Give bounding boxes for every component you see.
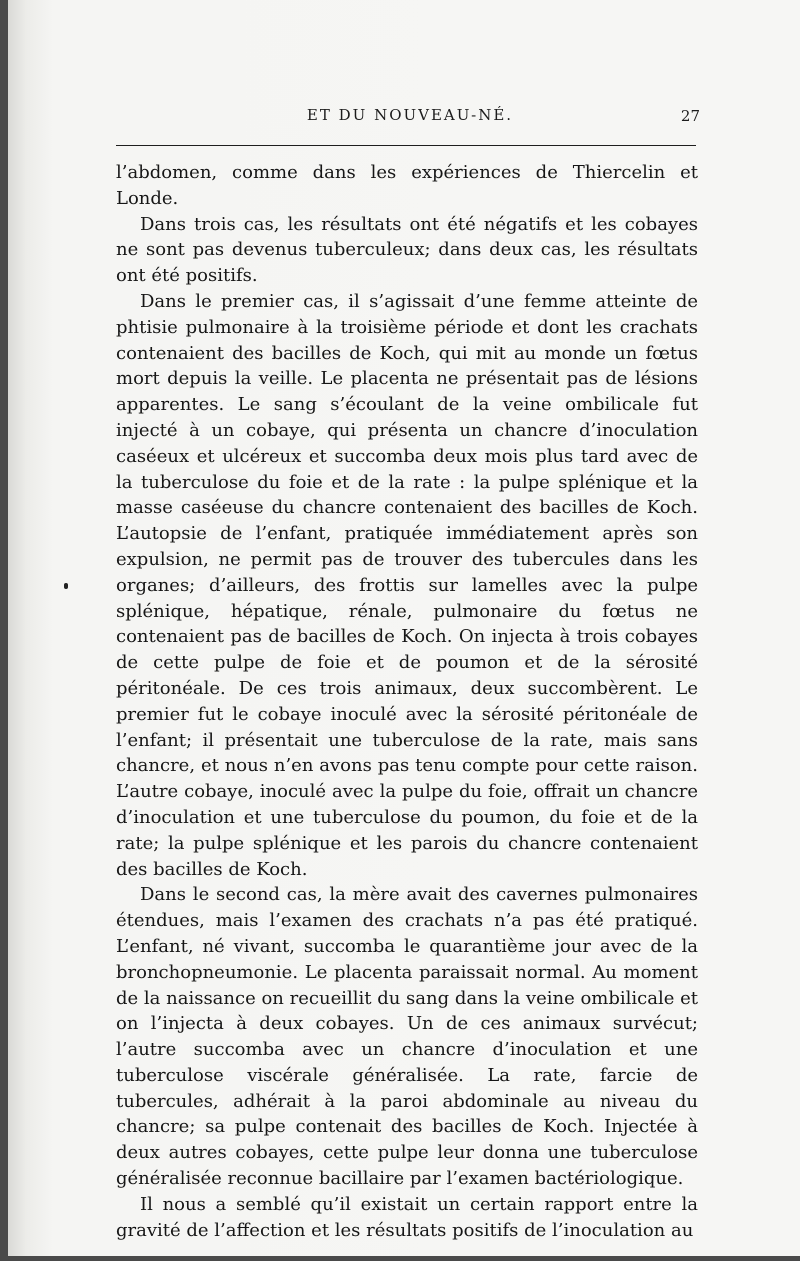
page-header xyxy=(116,104,704,128)
paragraph-first-case: Dans le premier cas, il s’agissait d’une femme atteinte de phtisie pulmonaire à la troisième période et dont les crachats contenaient des bacilles de Koch, qui mit au monde un fœtus mort depuis la veille. Le placenta ne présentait pas de lésions apparentes. Le sang s’écoulant de la veine ombilicale fut injecté à un cobaye, qui présenta un chancre d’inoculation caséeux et ulcéreux et succomba deux mois plus tard avec de la tuberculose du foie et de la rate : la pulpe splénique et la masse caséeuse du chancre contenaient des bacilles de Koch. L’autopsie de l’enfant, pratiquée immédiatement après son expulsion, ne permit pas de trouver des tubercules dans les organes; d’ailleurs, des frottis sur lamelles avec la pulpe splénique, hépatique, rénale, pulmonaire du fœtus ne contenaient pas de bacilles de Koch. On injecta à trois cobayes de cette pulpe de foie et de poumon et de la sérosité péritonéale. De ces trois animaux, deux succombèrent. Le premier fut le cobaye inoculé avec la sérosité péritonéale de l’enfant; il présentait une tuberculose de la rate, mais sans chancre, et nous n’en avons pas tenu compte pour cette raison. L’autre cobaye, inoculé avec la pulpe du foie, offrait un chancre d’inoculation et une tuberculose du poumon, du foie et de la rate; la pulpe splénique et les parois du chancre contenaient des bacilles de Koch. xyxy=(116,290,698,880)
paragraph-conclusion: Il nous a semblé qu’il existait un certain rapport entre la gravité de l’affection et les résultats positifs de l’inoculation au xyxy=(116,1193,698,1241)
paragraph-continued: l’abdomen, comme dans les expériences de Thiercelin et Londe. xyxy=(116,162,698,209)
paragraph-results: Dans trois cas, les résultats ont été négatifs et les cobayes ne sont pas devenus tuberculeux; dans deux cas, les résultats ont été positifs. xyxy=(116,213,698,287)
header-rule xyxy=(116,145,696,146)
page-number: 27 xyxy=(680,107,700,125)
running-title: ET DU NOUVEAU-NÉ. xyxy=(306,106,514,124)
body-text xyxy=(116,160,698,1243)
paragraph-second-case: Dans le second cas, la mère avait des cavernes pulmonaires étendues, mais l’examen des crachats n’a pas été pratiqué. L’enfant, né vivant, succomba le quarantième jour avec de la bronchopneumonie. Le placenta paraissait normal. Au moment de la naissance on recueillit du sang dans la veine ombilicale et on l’injecta à deux cobayes. Un de ces animaux survécut; l’autre succomba avec un chancre d’inoculation et une tuberculose viscérale généralisée. La rate, farcie de tubercules, adhérait à la paroi abdominale au niveau du chancre; sa pulpe contenait des bacilles de Koch. Injectée à deux autres cobayes, cette pulpe leur donna une tuberculose généralisée reconnue bacillaire par l’examen bactériologique. xyxy=(116,884,698,1190)
margin-dot-icon xyxy=(64,583,68,589)
